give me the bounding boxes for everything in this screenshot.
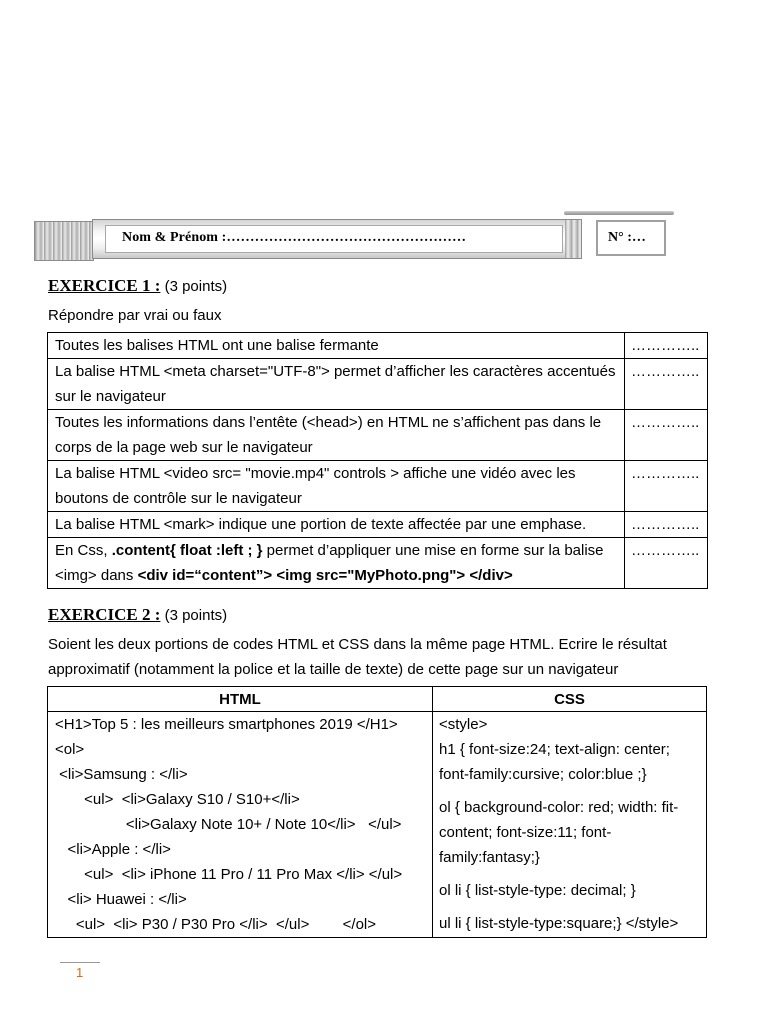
answer-blank: ………….. xyxy=(625,359,708,410)
css-line: ol li { list-style-type: decimal; } xyxy=(439,882,636,899)
exercise2-instruction-line1: Soient les deux portions de codes HTML et CSS dans la même page HTML. Ecrire le résultat xyxy=(48,636,667,653)
css-line: h1 { font-size:24; text-align: center; font-family:cursive; color:blue ;} xyxy=(439,741,670,783)
question-cell: La balise HTML <meta charset="UTF-8"> permet d’afficher les caractères accentués sur le navigateur xyxy=(48,359,625,410)
table-row xyxy=(48,333,708,359)
css-line: ol { background-color: red; width: fit-content; font-size:11; font-family:fantasy;} xyxy=(439,799,679,866)
question-text: En Css, xyxy=(55,542,112,559)
table-header-row xyxy=(48,687,707,712)
page-number: 1 xyxy=(76,965,84,980)
question-cell: La balise HTML <mark> indique une portion de texte affectée par une emphase. xyxy=(48,512,625,538)
number-field-label: N° :… xyxy=(608,230,646,245)
true-false-table xyxy=(47,332,708,589)
answer-blank: ………….. xyxy=(625,410,708,461)
name-field-label: Nom & Prénom :…………………………………………… xyxy=(122,230,467,245)
exercise2-heading: EXERCICE 2 : xyxy=(48,605,161,624)
exercise2-points: (3 points) xyxy=(160,607,228,624)
exercise2-title xyxy=(48,605,227,625)
table-row xyxy=(48,712,707,938)
table-row xyxy=(48,461,708,512)
column-header-css: CSS xyxy=(433,687,707,712)
question-cell: La balise HTML <video src= "movie.mp4" controls > affiche une vidéo avec les boutons de contrôle sur le navigateur xyxy=(48,461,625,512)
footer-divider xyxy=(60,962,100,963)
exercise1-title xyxy=(48,276,227,296)
exercise2-instruction-line2: approximatif (notamment la police et la taille de texte) de cette page sur un navigateur xyxy=(48,661,619,678)
answer-blank: ………….. xyxy=(625,538,708,589)
exercise1-instruction: Répondre par vrai ou faux xyxy=(48,307,222,324)
css-line: <style> xyxy=(439,716,488,733)
answer-blank: ………….. xyxy=(625,512,708,538)
question-text: permet d’appliquer une mise en forme sur la balise <img> dans xyxy=(55,542,604,584)
column-header-html: HTML xyxy=(48,687,433,712)
css-code-cell xyxy=(433,712,707,938)
answer-blank: ………….. xyxy=(625,333,708,359)
banner-top-bar xyxy=(564,211,674,215)
table-row xyxy=(48,538,708,589)
answer-blank: ………….. xyxy=(625,461,708,512)
exercise1-heading: EXERCICE 1 : xyxy=(48,276,161,295)
table-row xyxy=(48,410,708,461)
css-line: ul li { list-style-type:square;} </style> xyxy=(439,915,679,932)
html-code-snippet: <div id=“content”> <img src="MyPhoto.png"> </div> xyxy=(137,567,513,584)
question-cell: Toutes les informations dans l’entête (<head>) en HTML ne s’affichent pas dans le corps de la page web sur le navigateur xyxy=(48,410,625,461)
table-row xyxy=(48,512,708,538)
html-code-cell: <H1>Top 5 : les meilleurs smartphones 2019 </H1> <ol> <li>Samsung : </li> <ul> <li>Galaxy S10 / S10+</li> <li>Galaxy Note 10+ / Note 10</li> </ul> <li>Apple : </li> <ul> <li> iPhone 11 Pro / 11 Pro Max </li> </ul> <li> Huawei : </li> <ul> <li> P30 / P30 Pro </li> </ul> </ol> xyxy=(48,712,433,938)
banner-right-decoration xyxy=(565,220,581,258)
question-cell: Toutes les balises HTML ont une balise fermante xyxy=(48,333,625,359)
exercise1-points: (3 points) xyxy=(160,278,228,295)
banner-left-decoration xyxy=(34,221,94,261)
question-cell xyxy=(48,538,625,589)
css-code-snippet: .content{ float :left ; } xyxy=(111,542,263,559)
table-row xyxy=(48,359,708,410)
code-table xyxy=(47,686,707,938)
